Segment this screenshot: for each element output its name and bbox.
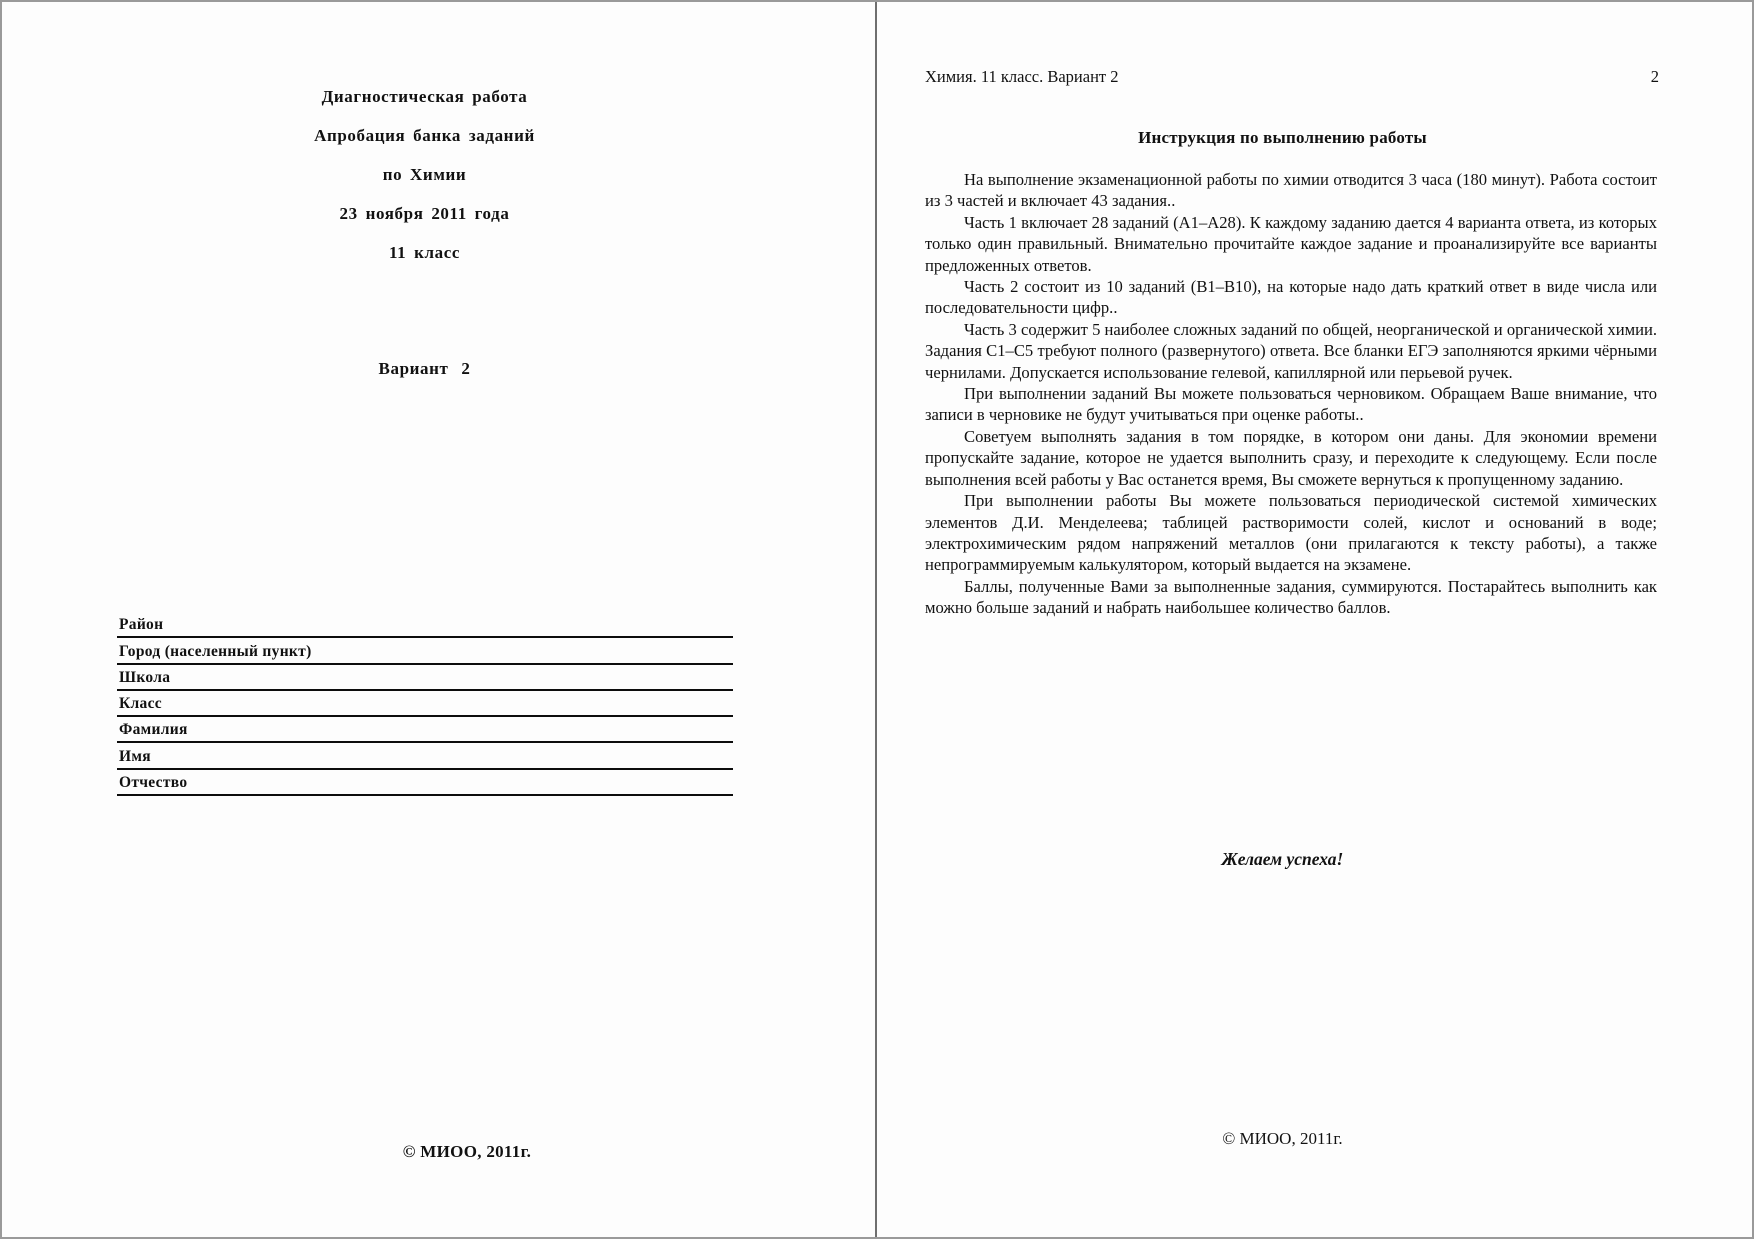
good-luck-wish: Желаем успеха! bbox=[1221, 849, 1344, 869]
paragraph-duration: На выполнение экзаменационной работы по химии отводится 3 часа (180 минут). Работа состоит из 3 частей и включает 43 задания.. bbox=[925, 170, 1657, 211]
field-firstname bbox=[117, 743, 733, 769]
title-line-work: Диагностическая работа bbox=[321, 87, 528, 106]
field-class bbox=[117, 691, 733, 717]
field-school-label: Школа bbox=[119, 668, 171, 686]
copyright-right: © МИОО, 2011г. bbox=[1222, 1129, 1343, 1148]
field-patronymic-label: Отчество bbox=[119, 774, 188, 792]
copyright-left: © МИОО, 2011г. bbox=[402, 1142, 532, 1161]
field-patronymic bbox=[117, 770, 733, 796]
instructions-page bbox=[877, 2, 1754, 1239]
title-block bbox=[117, 86, 732, 281]
running-header-title: Химия. 11 класс. Вариант 2 bbox=[925, 67, 1119, 86]
paragraph-aids: При выполнении работы Вы можете пользоваться периодической системой химических элементов Д.И. Менделеева; таблицей растворимости солей, кислот и оснований в воде; электрохимическим рядом напряжений металлов (они прилагаются к тексту работы), а также непрограммируемым калькулятором, который выдается на экзамене. bbox=[925, 491, 1657, 575]
field-surname-label: Фамилия bbox=[119, 721, 188, 739]
title-line-approbation: Апробация банка заданий bbox=[314, 126, 535, 145]
field-city bbox=[117, 638, 733, 664]
title-line-grade: 11 класс bbox=[388, 243, 461, 262]
student-info-form bbox=[117, 612, 733, 796]
variant-label: Вариант 2 bbox=[378, 359, 471, 378]
title-line-subject: по Химии bbox=[382, 165, 467, 184]
paragraph-points: Баллы, полученные Вами за выполненные задания, суммируются. Постарайтесь выполнить как можно больше заданий и набрать наибольшее количество баллов. bbox=[925, 576, 1657, 618]
paragraph-order: Советуем выполнять задания в том порядке, в котором они даны. Для экономии времени пропускайте задание, которое не удается выполнить сразу, и переходите к следующему. Если после выполнения всей работы у Вас останется время, Вы сможете вернуться к пропущенному заданию. bbox=[925, 426, 1657, 489]
paragraph-part3: Часть 3 содержит 5 наиболее сложных заданий по общей, неорганической и органической химии. Задания С1–С5 требуют полного (развернутого) ответа. Все бланки ЕГЭ заполняются яркими чёрными чернилами. Допускается использование гелевой, капиллярной или перьевой ручек. bbox=[925, 319, 1657, 382]
field-class-label: Класс bbox=[119, 695, 162, 713]
field-district bbox=[117, 612, 733, 638]
field-city-label: Город (населенный пункт) bbox=[119, 642, 312, 660]
field-district-label: Район bbox=[119, 616, 164, 634]
paragraph-part2: Часть 2 состоит из 10 заданий (В1–В10), на которые надо дать краткий ответ в виде числа или последовательности цифр.. bbox=[925, 277, 1657, 318]
running-header bbox=[925, 67, 1665, 87]
instructions-body bbox=[925, 169, 1657, 619]
paragraph-draft: При выполнении заданий Вы можете пользоваться черновиком. Обращаем Ваше внимание, что записи в черновике не будут учитываться при оценке работы.. bbox=[925, 384, 1657, 425]
field-surname bbox=[117, 717, 733, 743]
instructions-heading: Инструкция по выполнению работы bbox=[1138, 128, 1427, 147]
title-page bbox=[2, 2, 877, 1239]
paragraph-part1: Часть 1 включает 28 заданий (А1–А28). К каждому заданию дается 4 варианта ответа, из которых только один правильный. Внимательно прочитайте каждое задание и проанализируйте все варианты предложенных ответов. bbox=[925, 212, 1657, 275]
title-line-date: 23 ноября 2011 года bbox=[339, 204, 510, 223]
page-number: 2 bbox=[1650, 67, 1659, 86]
field-school bbox=[117, 665, 733, 691]
field-firstname-label: Имя bbox=[119, 747, 151, 765]
